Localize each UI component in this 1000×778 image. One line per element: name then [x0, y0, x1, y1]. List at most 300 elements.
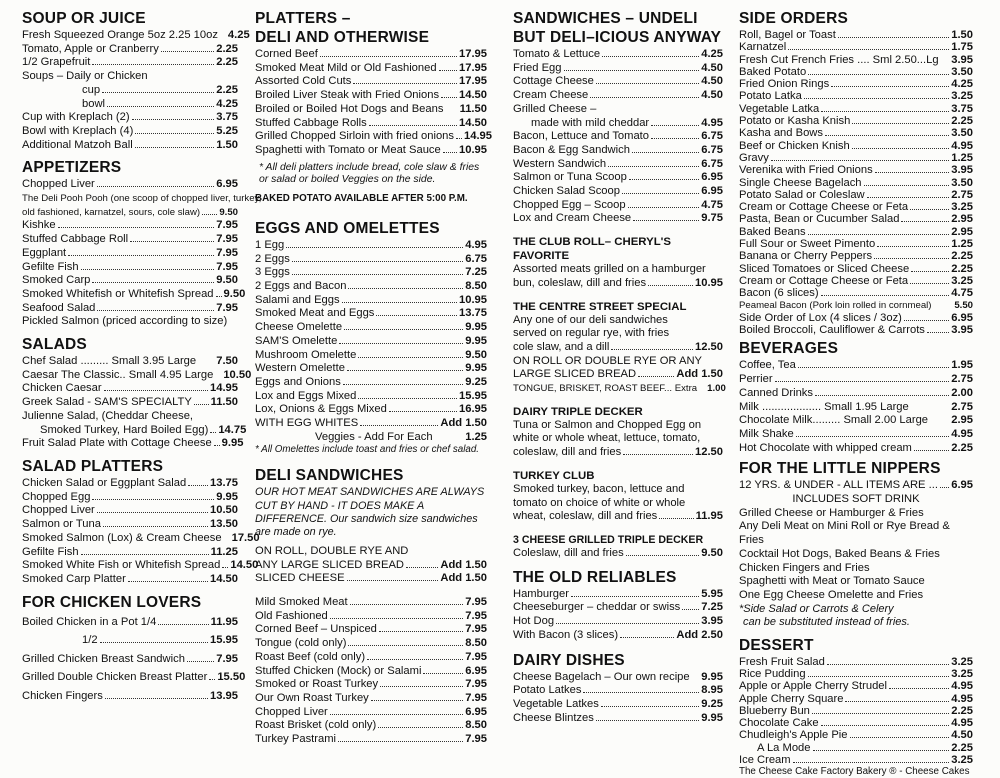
menu-item — [513, 712, 723, 726]
item-price: 13.75 — [459, 307, 487, 320]
dot-leader — [353, 83, 457, 84]
menu-item — [739, 226, 973, 238]
menu-item — [255, 390, 487, 404]
item-name: Kasha and Bows — [739, 127, 823, 140]
item-price: 7.95 — [465, 623, 487, 636]
menu-item — [739, 742, 973, 754]
item-price: Add 1.50 — [440, 417, 487, 430]
item-name: Cheese Blintzes — [513, 711, 594, 724]
menu-item — [513, 698, 723, 712]
item-price: 4.95 — [951, 692, 973, 705]
item-price: 3.25 — [951, 90, 973, 103]
dairy-triple-title: DAIRY TRIPLE DECKER — [513, 405, 643, 418]
item-price: 11.95 — [695, 510, 723, 523]
menu-item — [739, 275, 973, 287]
item-name: Perrier — [739, 373, 773, 386]
item-name: wheat, coleslaw, dill and fries — [513, 510, 658, 523]
item-name: Smoked Turkey, Hard Boiled Egg) — [40, 423, 209, 436]
item-name: Chicken Salad Scoop — [513, 185, 620, 198]
menu-item — [739, 127, 973, 139]
dot-leader — [92, 64, 214, 65]
item-price: 4.95 — [951, 139, 973, 152]
item-price: 7.95 — [465, 609, 487, 622]
item-name: Cheeseburger – cheddar or swiss — [513, 601, 681, 614]
item-price: 7.95 — [465, 650, 487, 663]
item-price: 17.50 — [231, 531, 260, 544]
item-name: Coleslaw, dill and fries — [513, 546, 624, 559]
turkey-club-last — [513, 510, 723, 524]
item-name: Fresh Cut French Fries .... Sml 2.50...Lg — [739, 53, 939, 66]
dot-leader — [821, 111, 949, 112]
item-name: Vegetable Latkes — [513, 697, 599, 710]
item-name: Fresh Fruit Salad — [739, 655, 825, 668]
item-price: 4.25 — [216, 97, 238, 110]
appetizers-list — [22, 178, 262, 329]
description-line: tomato on choice of white or whole — [513, 496, 686, 509]
item-price: 9.50 — [223, 287, 246, 300]
dot-leader — [376, 315, 457, 316]
item-name: Single Cheese Bagelach — [739, 176, 862, 189]
dot-leader — [608, 166, 699, 167]
menu-item — [739, 115, 973, 127]
item-price: 1.00 — [707, 383, 726, 395]
description-line: Any one of our deli sandwiches — [513, 313, 668, 326]
item-name: 1/2 — [82, 634, 98, 647]
menu-item — [513, 62, 723, 76]
item-price: 4.75 — [701, 198, 723, 211]
dot-leader — [132, 119, 215, 120]
item-name: Peameal Bacon (Pork loin rolled in cornmeal) — [739, 299, 932, 311]
dot-leader — [564, 70, 700, 71]
item-name: Bacon, Lettuce and Tomato — [513, 130, 650, 143]
dot-leader — [360, 425, 438, 426]
dot-leader — [651, 138, 699, 139]
description-line: Grilled Cheese or Hamburger & Fries — [739, 506, 924, 519]
item-name: Mushroom Omelette — [255, 348, 357, 361]
item-price: 3.75 — [216, 111, 238, 124]
description-line: served on regular rye, with fries — [513, 327, 670, 340]
item-price: 12.50 — [695, 446, 723, 459]
menu-item — [739, 54, 973, 66]
menu-item — [22, 274, 238, 288]
item-price: 9.50 — [465, 348, 487, 361]
item-price: 4.25 — [227, 29, 250, 41]
menu-item — [513, 547, 723, 561]
item-name: LARGE SLICED BREAD — [513, 368, 637, 381]
menu-item — [22, 70, 238, 84]
dairy-triple-last — [513, 446, 723, 460]
item-name: Blueberry Bun — [739, 704, 810, 717]
item-name: Kishke — [22, 219, 56, 232]
item-name: Spaghetti with Tomato or Meat Sauce — [255, 143, 441, 156]
item-price: 14.50 — [210, 572, 238, 585]
section-title-nippers: FOR THE LITTLE NIPPERS — [739, 460, 941, 478]
menu-item — [513, 277, 723, 291]
item-price: 7.50 — [216, 355, 238, 368]
item-name: Grilled Chicken Breast Sandwich — [22, 652, 185, 665]
item-name: Potato Latka — [739, 90, 802, 103]
item-price: 4.50 — [701, 89, 723, 102]
dot-leader — [648, 285, 693, 286]
item-name: Baked Potato — [739, 65, 807, 78]
menu-item — [739, 312, 973, 324]
item-price: 3.95 — [951, 53, 973, 66]
item-price: 3.25 — [951, 201, 973, 214]
menu-item — [255, 719, 487, 733]
item-price: 4.50 — [701, 75, 723, 88]
dot-leader — [161, 51, 214, 52]
menu-item — [739, 78, 973, 90]
item-price: 5.95 — [701, 587, 723, 600]
dot-leader — [867, 197, 950, 198]
menu-item — [22, 382, 238, 396]
item-name: coleslaw, dill and fries — [513, 446, 622, 459]
menu-item — [22, 139, 238, 153]
dot-leader — [852, 123, 949, 124]
item-name: With Bacon (3 slices) — [513, 628, 619, 641]
menu-item — [22, 423, 247, 438]
item-name: Western Omelette — [255, 362, 345, 375]
menu-item — [513, 212, 723, 226]
menu-item — [513, 171, 723, 185]
menu-item — [513, 130, 723, 144]
item-name: 1/2 Grapefruit — [22, 56, 91, 69]
dot-leader — [825, 135, 949, 136]
menu-item — [739, 189, 973, 201]
menu-item — [255, 144, 487, 158]
dot-leader — [620, 637, 674, 638]
menu-item — [739, 754, 973, 766]
item-price: 7.95 — [216, 301, 238, 314]
dot-leader — [914, 450, 949, 451]
dairy-list — [513, 671, 723, 726]
item-name: Old Fashioned — [255, 609, 328, 622]
menu-item — [739, 414, 973, 428]
menu-item — [739, 300, 973, 312]
menu-item — [22, 504, 238, 518]
menu-item — [255, 706, 487, 720]
item-name: Smoked Carp — [22, 274, 91, 287]
item-name: Salami and Eggs — [255, 293, 340, 306]
dot-leader — [611, 349, 693, 350]
dot-leader — [456, 138, 462, 139]
reliables-list — [513, 588, 723, 643]
dot-leader — [105, 698, 208, 699]
item-price: 10.50 — [210, 504, 238, 517]
menu-item — [513, 158, 723, 172]
nippers-sub: INCLUDES SOFT DRINK — [792, 493, 920, 506]
menu-item — [739, 442, 973, 456]
item-name: Mild Smoked Meat — [255, 596, 348, 608]
item-price: 7.25 — [465, 266, 487, 279]
menu-item — [22, 559, 259, 573]
menu-item — [22, 178, 238, 192]
item-name: Smoked Whitefish or Whitefish Spread — [22, 287, 214, 300]
item-name: Eggplant — [22, 246, 67, 259]
item-price: 2.25 — [951, 262, 973, 275]
dot-leader — [379, 631, 463, 632]
club-lines — [513, 263, 723, 277]
dot-leader — [330, 714, 463, 715]
dot-leader — [626, 555, 700, 556]
item-price: 9.95 — [465, 334, 487, 347]
dot-leader — [798, 367, 949, 368]
section-title-sides: SIDE ORDERS — [739, 10, 848, 27]
item-price: 9.50 — [216, 274, 238, 287]
menu-item — [255, 637, 487, 651]
dot-leader — [808, 74, 949, 75]
menu-item — [255, 403, 487, 417]
section-title-dessert: DESSERT — [739, 636, 814, 654]
item-price: 3.25 — [951, 754, 973, 767]
dot-leader — [81, 269, 215, 270]
section-title-chicken: FOR CHICKEN LOVERS — [22, 593, 202, 611]
item-name: Canned Drinks — [739, 386, 813, 399]
item-price: 17.95 — [459, 75, 487, 88]
dot-leader — [441, 97, 457, 98]
menu-item — [255, 417, 487, 431]
item-price: 1.95 — [951, 359, 973, 372]
dot-leader — [808, 676, 950, 677]
menu-item — [22, 98, 238, 112]
item-price: 17.95 — [459, 61, 487, 74]
centre-list — [513, 340, 726, 396]
menu-item — [513, 48, 723, 62]
turkey-club-title: TURKEY CLUB — [513, 469, 595, 482]
item-name: cup — [82, 83, 101, 96]
menu-item — [22, 315, 238, 329]
menu-item — [739, 177, 973, 189]
item-price: 1.25 — [951, 151, 973, 164]
menu-item — [22, 302, 238, 316]
menu-item — [739, 213, 973, 225]
section-title-eggs: EGGS AND OMELETTES — [255, 219, 440, 237]
dot-leader — [827, 664, 949, 665]
menu-item — [22, 368, 252, 383]
item-price: 2.95 — [951, 225, 973, 238]
dot-leader — [852, 148, 950, 149]
section-title-reliables: THE OLD RELIABLES — [513, 568, 677, 586]
item-name: TONGUE, BRISKET, ROAST BEEF... Extra — [513, 383, 698, 395]
dot-leader — [350, 604, 464, 605]
dot-leader — [343, 384, 463, 385]
item-name: Bowl with Kreplach (4) — [22, 124, 134, 137]
club-title: THE CLUB ROLL– CHERYL'S FAVORITE — [513, 236, 671, 263]
dot-leader — [342, 302, 457, 303]
item-price: 4.95 — [951, 717, 973, 730]
dot-leader — [320, 56, 457, 57]
item-name: Chocolate Cake — [739, 717, 819, 730]
item-name: Chopped Liver — [22, 504, 95, 517]
dot-leader — [838, 37, 949, 38]
dot-leader — [815, 395, 949, 396]
chicken-list — [22, 613, 246, 706]
dot-leader — [130, 241, 214, 242]
menu-item — [739, 387, 973, 401]
dot-leader — [347, 580, 439, 581]
item-price: Add 1.50 — [440, 572, 487, 585]
item-name: Smoked Carp Platter — [22, 572, 126, 585]
item-name: Cottage Cheese — [513, 75, 594, 88]
eggs-note: * All Omelettes include toast and fries or chef salad. — [255, 444, 479, 456]
item-price: 6.95 — [951, 311, 973, 324]
platters-list — [255, 48, 492, 158]
item-name: Grilled Double Chicken Breast Platter — [22, 671, 208, 684]
menu-item — [255, 665, 487, 679]
item-price: 14.75 — [218, 423, 247, 436]
item-price: 7.95 — [216, 260, 238, 273]
nippers-note-1: *Side Salad or Carrots & Celery — [739, 602, 894, 615]
menu-column-4 — [739, 8, 973, 778]
item-price: 9.50 — [219, 206, 238, 218]
menu-item — [255, 307, 487, 321]
item-name: Broiled Liver Steak with Fried Onions — [255, 89, 440, 102]
item-name: Gefilte Fish — [22, 260, 79, 273]
item-price: 4.25 — [951, 78, 973, 91]
dot-leader — [187, 661, 214, 662]
menu-column-1 — [22, 8, 262, 705]
dot-leader — [623, 454, 693, 455]
menu-item — [255, 678, 487, 692]
dot-leader — [378, 727, 463, 728]
item-price: 1.25 — [951, 238, 973, 251]
dot-leader — [651, 125, 699, 126]
item-price: 10.95 — [695, 276, 723, 289]
item-price: 5.25 — [216, 124, 238, 137]
menu-item — [22, 437, 244, 451]
dot-leader — [793, 762, 950, 763]
platters-note: * All deli platters include bread, cole slaw & fries or salad or boiled Veggies on the side. — [259, 161, 480, 186]
centre-title: THE CENTRE STREET SPECIAL — [513, 300, 687, 313]
item-price: 3.50 — [951, 176, 973, 189]
menu-item — [22, 491, 238, 505]
section-title-dairy: DAIRY DISHES — [513, 651, 625, 669]
section-title-salad-platters: SALAD PLATTERS — [22, 457, 164, 475]
deli-note: OUR HOT MEAT SANDWICHES ARE ALWAYS CUT BY HAND - IT DOES MAKE A DIFFERENCE. Our sandwich size sandwiches are made on rye. — [255, 486, 485, 539]
item-name: Bacon (6 slices) — [739, 287, 819, 300]
deli-add-list — [255, 545, 487, 586]
item-name: Our Own Roast Turkey — [255, 691, 369, 704]
item-name: Boiled Broccoli, Cauliflower & Carrots — [739, 324, 925, 337]
item-price: 10.95 — [459, 293, 487, 306]
item-name: Eggs and Onions — [255, 375, 341, 388]
item-name: Roll, Bagel or Toast — [739, 29, 836, 41]
item-name: Sliced Tomatoes or Sliced Cheese — [739, 262, 910, 275]
item-price: 3.95 — [951, 324, 973, 337]
item-price: 9.25 — [701, 697, 723, 710]
item-name: Salmon or Tuna — [22, 518, 101, 531]
item-price: 6.75 — [465, 252, 487, 265]
item-name: SLICED CHEESE — [255, 572, 345, 585]
menu-item — [255, 89, 487, 103]
dot-leader — [628, 207, 700, 208]
dot-leader — [369, 125, 457, 126]
menu-item — [22, 206, 238, 220]
item-name: Potato Salad or Coleslaw — [739, 188, 865, 201]
dot-leader — [102, 92, 214, 93]
dot-leader — [344, 329, 463, 330]
item-name: Karnatzel — [739, 41, 787, 54]
item-price: 7.25 — [701, 601, 723, 614]
menu-item — [739, 680, 973, 692]
menu-item — [255, 559, 487, 573]
menu-item — [739, 401, 973, 415]
menu-item — [513, 103, 723, 117]
item-price: 6.95 — [951, 479, 973, 492]
item-name: Chudleigh's Apple Pie — [739, 729, 848, 742]
salad-platters-list — [22, 476, 260, 587]
menu-item — [22, 396, 238, 410]
item-price: 6.95 — [216, 178, 238, 191]
section-title-salads: SALADS — [22, 336, 87, 354]
item-price: 6.75 — [701, 157, 723, 170]
menu-item — [22, 477, 238, 491]
dot-leader — [590, 97, 699, 98]
dot-leader — [889, 688, 949, 689]
item-name: Hot Chocolate with whipped cream — [739, 441, 912, 454]
item-price: 9.95 — [221, 437, 244, 450]
item-price: 3.25 — [951, 655, 973, 668]
menu-item — [255, 75, 487, 89]
item-name: Gravy — [739, 151, 769, 164]
item-price: 14.50 — [459, 116, 487, 129]
item-name: Chopped Liver — [255, 705, 328, 718]
item-name: 2 Eggs — [255, 252, 290, 265]
item-name: Chopped Egg – Scoop — [513, 198, 626, 211]
item-price: 2.25 — [951, 704, 973, 717]
item-price: 6.75 — [701, 143, 723, 156]
item-name: ON ROLL OR DOUBLE RYE OR ANY — [513, 354, 702, 367]
item-price: 11.50 — [459, 102, 487, 115]
menu-item — [22, 687, 238, 706]
item-price: 2.25 — [951, 250, 973, 263]
dot-leader — [135, 147, 215, 148]
dot-leader — [104, 390, 208, 391]
dot-leader — [571, 596, 699, 597]
item-name: cole slaw, and a dill — [513, 340, 610, 353]
section-title-beverages: BEVERAGES — [739, 340, 839, 358]
item-name: Full Sour or Sweet Pimento — [739, 238, 876, 251]
item-price: 14.95 — [210, 382, 238, 395]
menu-item — [255, 733, 487, 747]
item-name: Stuffed Chicken (Mock) or Salami — [255, 664, 422, 677]
item-price: 9.95 — [465, 321, 487, 334]
menu-item — [255, 362, 487, 376]
description-line: white or whole wheat, lettuce, tomato, — [513, 432, 701, 445]
dot-leader — [158, 624, 208, 625]
item-price: 7.95 — [465, 691, 487, 704]
item-price: 4.95 — [465, 238, 487, 251]
cheese-triple-title: 3 CHEESE GRILLED TRIPLE DECKER — [513, 533, 704, 546]
item-name: 12 YRS. & UNDER - ALL ITEMS ARE ... — [739, 479, 938, 492]
dot-leader — [622, 193, 699, 194]
dot-leader — [214, 445, 220, 446]
item-name: Corned Beef — [255, 48, 318, 60]
item-price: 2.95 — [951, 213, 973, 226]
menu-item — [513, 144, 723, 158]
dot-leader — [927, 332, 949, 333]
item-price: 9.50 — [701, 546, 723, 559]
item-price: 7.95 — [465, 596, 487, 608]
dot-leader — [911, 271, 949, 272]
item-price: 8.50 — [465, 637, 487, 650]
dot-leader — [209, 679, 215, 680]
menu-item — [739, 428, 973, 442]
item-price: 4.50 — [701, 61, 723, 74]
item-name: Broiled or Boiled Hot Dogs and Beans — [255, 102, 444, 115]
item-name: Side Order of Lox (4 slices / 3oz) — [739, 311, 902, 324]
dot-leader — [596, 83, 699, 84]
